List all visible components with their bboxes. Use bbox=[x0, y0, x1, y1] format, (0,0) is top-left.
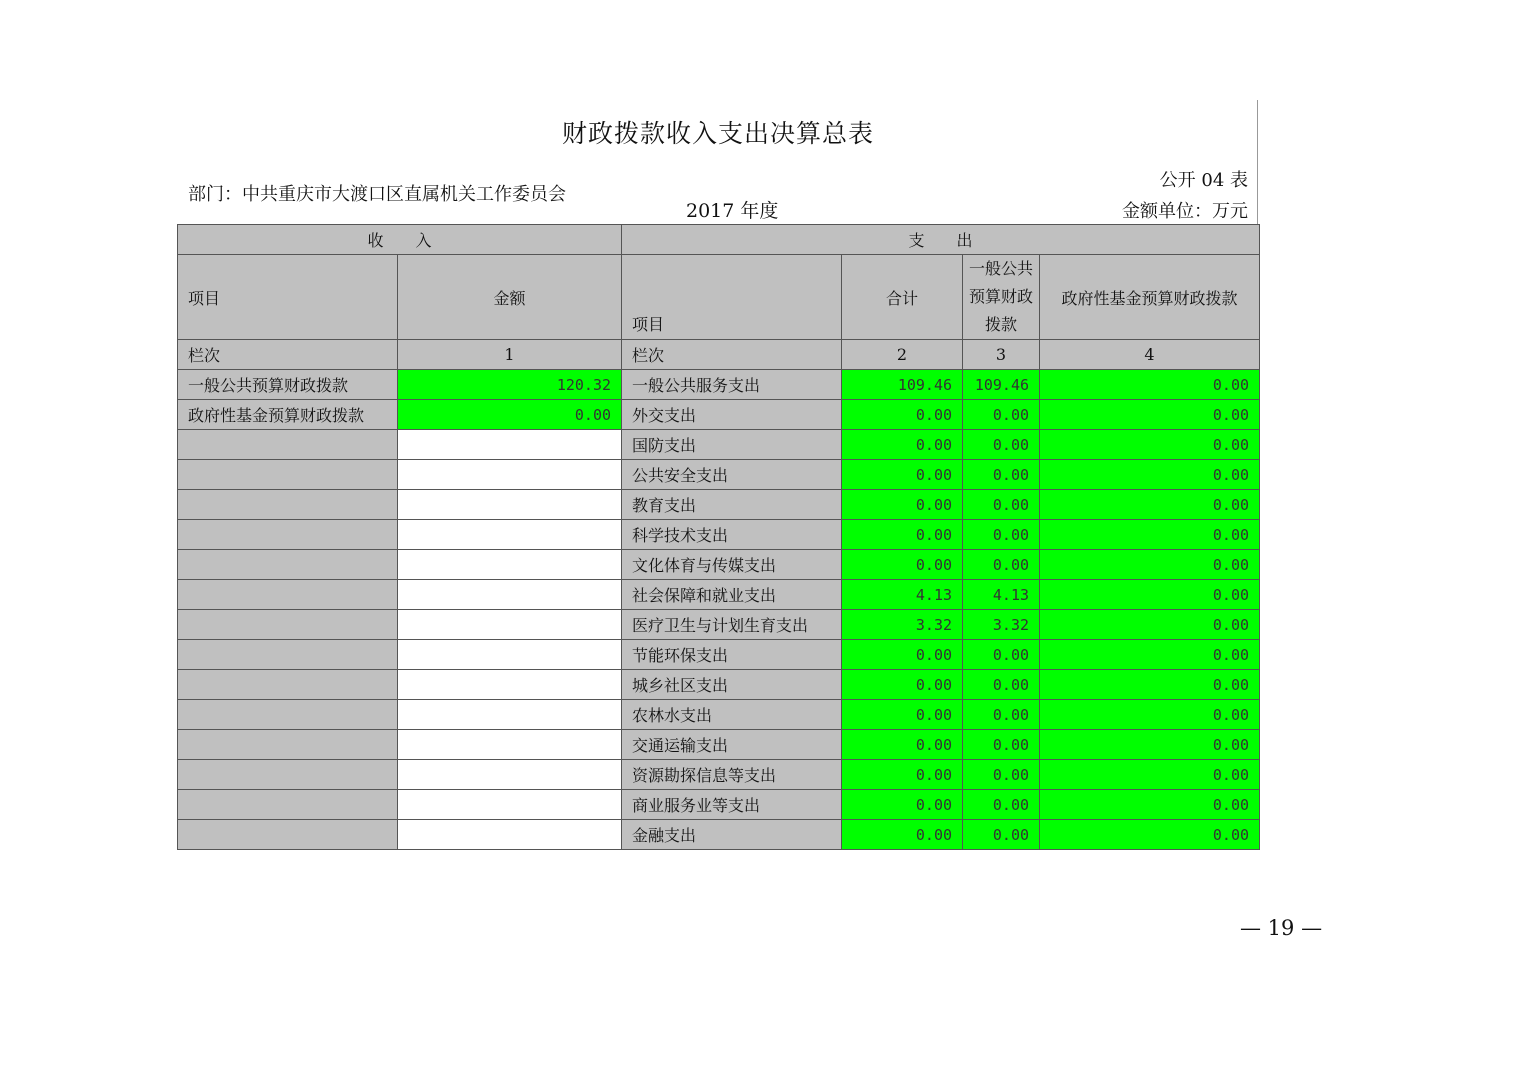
table-row bbox=[178, 430, 1260, 460]
income-item-cell bbox=[178, 580, 398, 610]
column-index-row bbox=[178, 340, 1260, 370]
general-budget-cell: 0.00 bbox=[963, 430, 1040, 460]
income-item-cell bbox=[178, 700, 398, 730]
general-budget-cell: 0.00 bbox=[963, 790, 1040, 820]
table-row bbox=[178, 610, 1260, 640]
income-item-cell bbox=[178, 730, 398, 760]
total-cell: 0.00 bbox=[842, 640, 963, 670]
col-label: 栏次 bbox=[178, 340, 398, 370]
department-label: 部门：中共重庆市大渡口区直属机关工作委员会 bbox=[188, 184, 566, 205]
expense-item-cell: 城乡社区支出 bbox=[622, 670, 842, 700]
total-cell: 3.32 bbox=[842, 610, 963, 640]
gov-fund-cell: 0.00 bbox=[1040, 490, 1260, 520]
income-amount-cell bbox=[398, 520, 622, 550]
income-item-cell bbox=[178, 520, 398, 550]
income-amount-cell bbox=[398, 490, 622, 520]
general-budget-cell: 0.00 bbox=[963, 760, 1040, 790]
total-cell: 0.00 bbox=[842, 730, 963, 760]
gov-fund-cell: 0.00 bbox=[1040, 670, 1260, 700]
general-budget-cell: 0.00 bbox=[963, 520, 1040, 550]
table-row bbox=[178, 520, 1260, 550]
income-amount-cell bbox=[398, 460, 622, 490]
total-cell: 0.00 bbox=[842, 760, 963, 790]
gov-fund-cell: 0.00 bbox=[1040, 700, 1260, 730]
income-amount-cell: 120.32 bbox=[398, 370, 622, 400]
total-cell: 0.00 bbox=[842, 430, 963, 460]
income-amount-cell bbox=[398, 730, 622, 760]
expense-item-header: 项目 bbox=[622, 255, 842, 340]
col-index-4: 4 bbox=[1040, 340, 1260, 370]
general-budget-cell: 0.00 bbox=[963, 820, 1040, 850]
expense-item-cell: 节能环保支出 bbox=[622, 640, 842, 670]
gov-fund-cell: 0.00 bbox=[1040, 760, 1260, 790]
income-item-cell bbox=[178, 610, 398, 640]
page-number: — 19 — bbox=[1240, 916, 1323, 940]
gov-fund-cell: 0.00 bbox=[1040, 370, 1260, 400]
general-budget-cell: 0.00 bbox=[963, 460, 1040, 490]
total-cell: 0.00 bbox=[842, 700, 963, 730]
general-budget-cell: 0.00 bbox=[963, 730, 1040, 760]
gov-fund-cell: 0.00 bbox=[1040, 460, 1260, 490]
gov-fund-cell: 0.00 bbox=[1040, 640, 1260, 670]
expense-item-cell: 社会保障和就业支出 bbox=[622, 580, 842, 610]
general-budget-cell: 0.00 bbox=[963, 640, 1040, 670]
total-cell: 0.00 bbox=[842, 820, 963, 850]
expense-item-cell: 文化体育与传媒支出 bbox=[622, 550, 842, 580]
general-budget-cell: 0.00 bbox=[963, 700, 1040, 730]
expense-item-cell: 外交支出 bbox=[622, 400, 842, 430]
col-label-expense: 栏次 bbox=[622, 340, 842, 370]
income-item-cell bbox=[178, 550, 398, 580]
expense-item-cell: 医疗卫生与计划生育支出 bbox=[622, 610, 842, 640]
total-cell: 0.00 bbox=[842, 520, 963, 550]
income-section-header: 收 入 bbox=[178, 225, 622, 255]
table-row bbox=[178, 550, 1260, 580]
expense-item-cell: 金融支出 bbox=[622, 820, 842, 850]
column-header-row bbox=[178, 255, 1260, 340]
income-amount-cell bbox=[398, 640, 622, 670]
page-title: 财政拨款收入支出决算总表 bbox=[561, 119, 874, 148]
col-index-3: 3 bbox=[963, 340, 1040, 370]
expense-item-cell: 国防支出 bbox=[622, 430, 842, 460]
income-amount-cell bbox=[398, 760, 622, 790]
income-amount-header: 金额 bbox=[398, 255, 622, 340]
income-amount-cell bbox=[398, 550, 622, 580]
income-item-cell bbox=[178, 790, 398, 820]
table-row bbox=[178, 370, 1260, 400]
section-header-row bbox=[178, 225, 1260, 255]
expense-item-cell: 商业服务业等支出 bbox=[622, 790, 842, 820]
general-budget-cell: 3.32 bbox=[963, 610, 1040, 640]
currency-unit: 金额单位：万元 bbox=[1122, 201, 1248, 222]
table-row bbox=[178, 760, 1260, 790]
table-row bbox=[178, 670, 1260, 700]
gov-fund-cell: 0.00 bbox=[1040, 400, 1260, 430]
expense-item-cell: 科学技术支出 bbox=[622, 520, 842, 550]
general-budget-cell: 0.00 bbox=[963, 550, 1040, 580]
total-cell: 4.13 bbox=[842, 580, 963, 610]
budget-table bbox=[177, 224, 1260, 850]
income-amount-cell bbox=[398, 790, 622, 820]
table-row bbox=[178, 640, 1260, 670]
general-budget-cell: 0.00 bbox=[963, 400, 1040, 430]
total-header: 合计 bbox=[842, 255, 963, 340]
col-index-2: 2 bbox=[842, 340, 963, 370]
income-item-cell bbox=[178, 670, 398, 700]
income-item-cell bbox=[178, 760, 398, 790]
gov-fund-cell: 0.00 bbox=[1040, 820, 1260, 850]
total-cell: 0.00 bbox=[842, 670, 963, 700]
income-item-cell: 政府性基金预算财政拨款 bbox=[178, 400, 398, 430]
col-index-1: 1 bbox=[398, 340, 622, 370]
total-cell: 0.00 bbox=[842, 490, 963, 520]
income-item-header: 项目 bbox=[178, 255, 398, 340]
general-budget-cell: 0.00 bbox=[963, 490, 1040, 520]
total-cell: 0.00 bbox=[842, 790, 963, 820]
total-cell: 0.00 bbox=[842, 550, 963, 580]
income-amount-cell: 0.00 bbox=[398, 400, 622, 430]
expense-section-header: 支 出 bbox=[622, 225, 1260, 255]
income-item-cell bbox=[178, 490, 398, 520]
table-row bbox=[178, 730, 1260, 760]
gov-fund-cell: 0.00 bbox=[1040, 790, 1260, 820]
income-item-cell bbox=[178, 430, 398, 460]
income-item-cell bbox=[178, 820, 398, 850]
income-amount-cell bbox=[398, 820, 622, 850]
general-budget-cell: 109.46 bbox=[963, 370, 1040, 400]
expense-item-cell: 农林水支出 bbox=[622, 700, 842, 730]
form-number: 公开 04 表 bbox=[1159, 170, 1248, 191]
expense-item-cell: 交通运输支出 bbox=[622, 730, 842, 760]
table-row bbox=[178, 580, 1260, 610]
income-item-cell: 一般公共预算财政拨款 bbox=[178, 370, 398, 400]
expense-item-cell: 一般公共服务支出 bbox=[622, 370, 842, 400]
table-row bbox=[178, 490, 1260, 520]
gov-fund-cell: 0.00 bbox=[1040, 550, 1260, 580]
gov-fund-header: 政府性基金预算财政拨款 bbox=[1040, 255, 1260, 340]
total-cell: 0.00 bbox=[842, 460, 963, 490]
table-row bbox=[178, 700, 1260, 730]
expense-item-cell: 公共安全支出 bbox=[622, 460, 842, 490]
general-budget-header: 一般公共预算财政拨款 bbox=[963, 255, 1040, 340]
gov-fund-cell: 0.00 bbox=[1040, 520, 1260, 550]
table-row bbox=[178, 400, 1260, 430]
table-row bbox=[178, 460, 1260, 490]
income-amount-cell bbox=[398, 580, 622, 610]
income-item-cell bbox=[178, 460, 398, 490]
table-row bbox=[178, 790, 1260, 820]
gov-fund-cell: 0.00 bbox=[1040, 730, 1260, 760]
income-amount-cell bbox=[398, 610, 622, 640]
table-row bbox=[178, 820, 1260, 850]
income-item-cell bbox=[178, 640, 398, 670]
income-amount-cell bbox=[398, 700, 622, 730]
fiscal-year: 2017 年度 bbox=[686, 200, 779, 222]
general-budget-cell: 0.00 bbox=[963, 670, 1040, 700]
gov-fund-cell: 0.00 bbox=[1040, 430, 1260, 460]
income-amount-cell bbox=[398, 670, 622, 700]
income-amount-cell bbox=[398, 430, 622, 460]
general-budget-cell: 4.13 bbox=[963, 580, 1040, 610]
gov-fund-cell: 0.00 bbox=[1040, 610, 1260, 640]
gov-fund-cell: 0.00 bbox=[1040, 580, 1260, 610]
expense-item-cell: 教育支出 bbox=[622, 490, 842, 520]
expense-item-cell: 资源勘探信息等支出 bbox=[622, 760, 842, 790]
total-cell: 109.46 bbox=[842, 370, 963, 400]
total-cell: 0.00 bbox=[842, 400, 963, 430]
